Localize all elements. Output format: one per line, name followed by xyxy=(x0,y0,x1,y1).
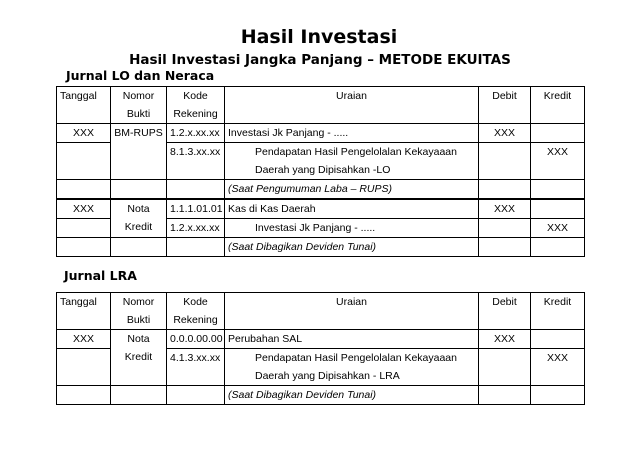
cell-uraian-note: (Saat Dibagikan Deviden Tunai) xyxy=(225,386,479,405)
cell-kredit: XXX xyxy=(531,349,585,386)
cell-kode: 8.1.3.xx.xx xyxy=(167,143,225,180)
cell-uraian: Investasi Jk Panjang - ..... xyxy=(225,124,479,143)
cell-tanggal: XXX xyxy=(57,124,111,143)
cell-kode: 1.2.x.xx.xx xyxy=(167,219,225,238)
header-uraian: Uraian xyxy=(225,293,479,330)
cell-kredit xyxy=(531,200,585,219)
table-header-row xyxy=(57,87,585,124)
cell-debit: XXX xyxy=(479,124,531,143)
cell-nomor-bukti: BM-RUPS xyxy=(111,124,167,180)
header-tanggal: Tanggal xyxy=(57,87,111,124)
table-row xyxy=(57,124,585,143)
cell-debit xyxy=(479,219,531,238)
journal-table-lo-neraca xyxy=(56,86,585,257)
table-row xyxy=(57,330,585,349)
cell-debit: XXX xyxy=(479,330,531,349)
table-row xyxy=(57,238,585,257)
cell-nomor-bukti: Nota Kredit xyxy=(111,200,167,238)
table-row xyxy=(57,200,585,219)
cell-kode: 4.1.3.xx.xx xyxy=(167,349,225,386)
cell-nomor-bukti: Nota Kredit xyxy=(111,330,167,386)
cell-uraian: Investasi Jk Panjang - ..... xyxy=(225,219,479,238)
header-kode-rekening: Kode Rekening xyxy=(167,293,225,330)
cell-uraian-note: (Saat Pengumuman Laba – RUPS) xyxy=(225,180,479,199)
cell-tanggal xyxy=(57,349,111,386)
cell-tanggal: XXX xyxy=(57,200,111,219)
cell-debit xyxy=(479,143,531,180)
header-kredit: Kredit xyxy=(531,293,585,330)
header-tanggal: Tanggal xyxy=(57,293,111,330)
cell-tanggal xyxy=(57,219,111,238)
cell-debit xyxy=(479,349,531,386)
header-kode-rekening: Kode Rekening xyxy=(167,87,225,124)
header-uraian: Uraian xyxy=(225,87,479,124)
journal-table-lra xyxy=(56,292,585,405)
table-row xyxy=(57,386,585,405)
table-header-row xyxy=(57,293,585,330)
cell-debit: XXX xyxy=(479,200,531,219)
section-title-lra: Jurnal LRA xyxy=(64,268,137,283)
cell-uraian-note: (Saat Dibagikan Deviden Tunai) xyxy=(225,238,479,257)
cell-tanggal xyxy=(57,143,111,180)
cell-kode: 1.2.x.xx.xx xyxy=(167,124,225,143)
table-row xyxy=(57,180,585,199)
cell-tanggal: XXX xyxy=(57,330,111,349)
cell-uraian: Pendapatan Hasil Pengelolalan Kekayaaan Daerah yang Dipisahkan -LO xyxy=(225,143,479,180)
cell-uraian: Kas di Kas Daerah xyxy=(225,200,479,219)
page-subtitle: Hasil Investasi Jangka Panjang – METODE EKUITAS xyxy=(129,52,511,68)
header-debit: Debit xyxy=(479,293,531,330)
header-kredit: Kredit xyxy=(531,87,585,124)
cell-kredit xyxy=(531,330,585,349)
cell-uraian: Pendapatan Hasil Pengelolalan Kekayaaan Daerah yang Dipisahkan - LRA xyxy=(225,349,479,386)
header-nomor-bukti: Nomor Bukti xyxy=(111,87,167,124)
header-debit: Debit xyxy=(479,87,531,124)
page-title: Hasil Investasi xyxy=(240,26,398,48)
cell-uraian: Perubahan SAL xyxy=(225,330,479,349)
cell-kode: 1.1.1.01.01 xyxy=(167,200,225,219)
cell-kredit: XXX xyxy=(531,219,585,238)
header-nomor-bukti: Nomor Bukti xyxy=(111,293,167,330)
cell-kode: 0.0.0.00.00 xyxy=(167,330,225,349)
cell-kredit: XXX xyxy=(531,143,585,180)
cell-kredit xyxy=(531,124,585,143)
section-title-lo-neraca: Jurnal LO dan Neraca xyxy=(66,68,215,83)
